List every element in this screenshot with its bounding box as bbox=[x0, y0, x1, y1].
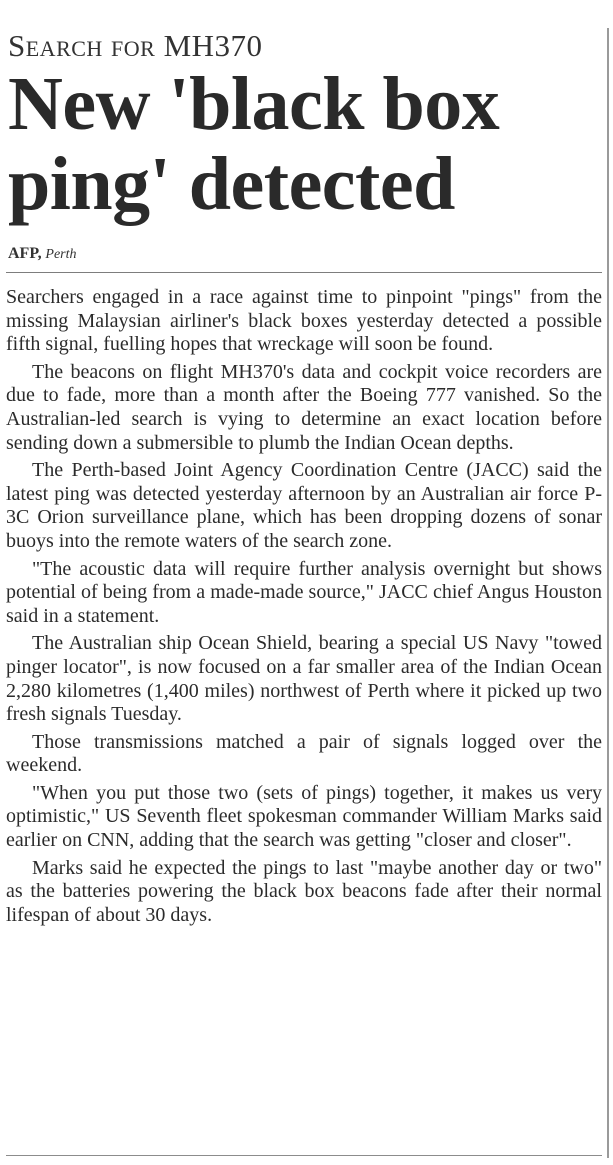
article-paragraph: The Australian ship Ocean Shield, bearing a special US Navy "towed pinger locator", is now focused on a far smaller area of the Indian Ocean 2,280 kilometres (1,400 miles) northwest of Perth where it picked up two fresh signals Tuesday. bbox=[6, 632, 602, 726]
article-byline bbox=[8, 245, 602, 264]
byline-location: Perth bbox=[45, 247, 77, 262]
column-divider bbox=[607, 28, 609, 1158]
article-paragraph: The Perth-based Joint Agency Coordination Centre (JACC) said the latest ping was detected yesterday afternoon by an Australian air force P-3C Orion surveillance plane, which has been dropping dozens of sonar buoys into the remote waters of the search zone. bbox=[6, 459, 602, 552]
news-article bbox=[6, 0, 602, 931]
article-paragraph: Searchers engaged in a race against time to pinpoint "pings" from the missing Malaysian airliner's black boxes yesterday detected a possible fifth signal, fuelling hopes that wreckage will soon be found. bbox=[6, 286, 602, 356]
article-kicker: Search for MH370 bbox=[8, 28, 263, 63]
article-body bbox=[6, 286, 602, 927]
article-paragraph: "The acoustic data will require further analysis overnight but shows potential of being from a made-made source," JACC chief Angus Houston said in a statement. bbox=[6, 557, 602, 627]
article-paragraph: The beacons on flight MH370's data and cockpit voice recorders are due to fade, more than a month after the Boeing 777 vanished. So the Australian-led search is vying to determine an exact location before sending down a submersible to plumb the Indian Ocean depths. bbox=[6, 360, 602, 454]
byline-agency: AFP, bbox=[8, 245, 42, 262]
bottom-divider bbox=[6, 1155, 602, 1156]
article-paragraph: "When you put those two (sets of pings) together, it makes us very optimistic," US Seventh fleet spokesman commander William Marks said earlier on CNN, adding that the search was getting "closer and closer". bbox=[6, 781, 602, 852]
byline-divider bbox=[6, 272, 602, 273]
article-paragraph: Those transmissions matched a pair of signals logged over the weekend. bbox=[6, 730, 602, 777]
article-headline: New 'black box ping' detected bbox=[8, 62, 500, 226]
article-paragraph: Marks said he expected the pings to last "maybe another day or two" as the batteries powering the black box beacons fade after their normal lifespan of about 30 days. bbox=[6, 856, 602, 926]
